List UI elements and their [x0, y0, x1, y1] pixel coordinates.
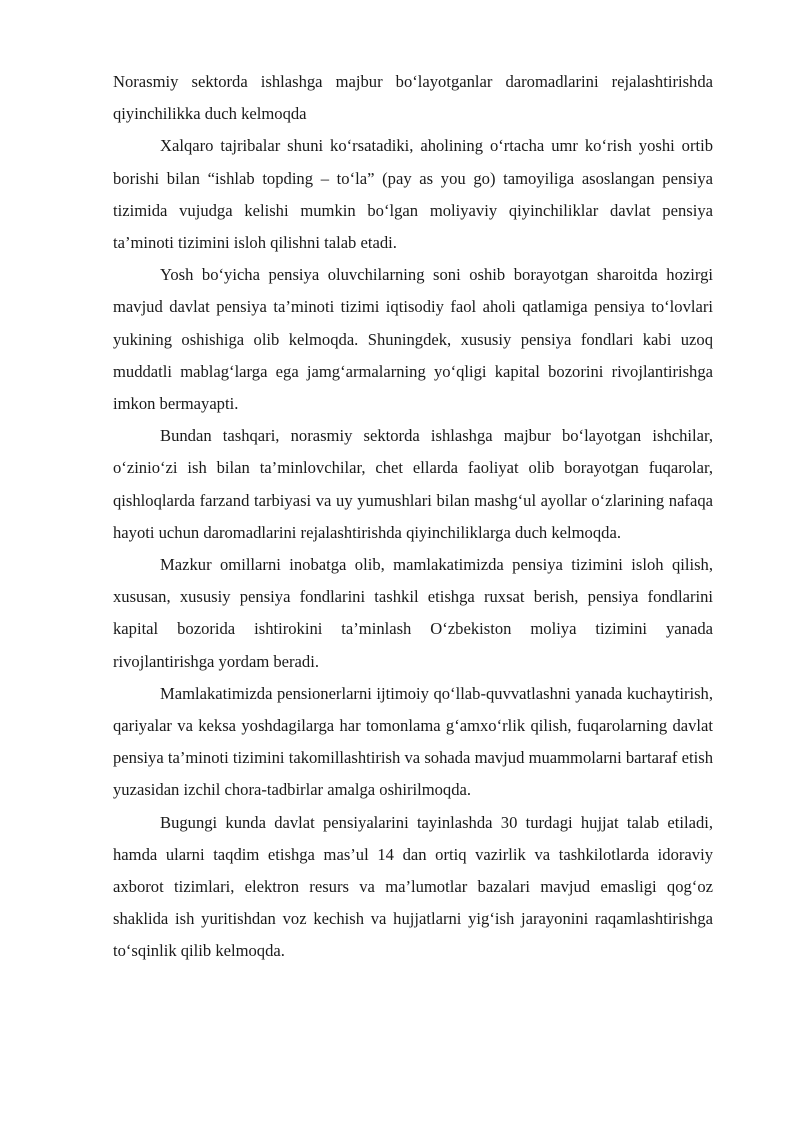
paragraph-5: Mazkur omillarni inobatga olib, mamlakatimizda pensiya tizimini isloh qilish, xususan, xususiy pensiya fondlarini tashkil etishga ruxsat berish, pensiya fondlarini kapital bozorida ishtirokini ta’minlash O‘zbekiston moliya tizimini yanada rivojlantirishga yordam beradi. — [113, 555, 713, 671]
paragraph-1: Norasmiy sektorda ishlashga majbur bo‘layotganlar daromadlarini rejalashtirishda qiyinchilikka duch kelmoqda — [113, 72, 713, 124]
paragraph-2: Xalqaro tajribalar shuni ko‘rsatadiki, aholining o‘rtacha umr ko‘rish yoshi ortib borishi bilan “ishlab topding – to‘la” (pay as you go) tamoyiliga asoslangan pensiya tizimida vujudga kelishi mumkin bo‘lgan moliyaviy qiyinchiliklar davlat pensiya ta’minoti tizimini isloh qilishni talab etadi. — [113, 136, 713, 253]
document-page — [113, 66, 713, 968]
paragraph-3: Yosh bo‘yicha pensiya oluvchilarning soni oshib borayotgan sharoitda hozirgi mavjud davlat pensiya ta’minoti tizimi iqtisodiy faol aholi qatlamiga pensiya to‘lovlari yukining oshishiga olib kelmoqda. Shuningdek, xususiy pensiya fondlari kabi uzoq muddatli mablag‘larga ega jamg‘armalarning yo‘qligi kapital bozorini rivojlantirishga imkon bermayapti. — [113, 265, 713, 414]
paragraph-7: Bugungi kunda davlat pensiyalarini tayinlashda 30 turdagi hujjat talab etiladi, hamda ularni taqdim etishga mas’ul 14 dan ortiq vazirlik va tashkilotlarda idoraviy axborot tizimlari, elektron resurs va ma’lumotlar bazalari mavjud emasligi qog‘oz shaklida ish yuritishdan voz kechish va hujjatlarni yig‘ish jarayonini raqamlashtirishga to‘sqinlik qilib kelmoqda. — [113, 812, 713, 961]
paragraph-6: Mamlakatimizda pensionerlarni ijtimoiy qo‘llab-quvvatlashni yanada kuchaytirish, qariyalar va keksa yoshdagilarga har tomonlama g‘amxo‘rlik qilish, fuqarolarning davlat pensiya ta’minoti tizimini takomillashtirish va sohada mavjud muammolarni bartaraf etish yuzasidan izchil chora-tadbirlar amalga oshirilmoqda. — [113, 683, 713, 800]
paragraph-4: Bundan tashqari, norasmiy sektorda ishlashga majbur bo‘layotgan ishchilar, o‘zinio‘zi ish bilan ta’minlovchilar, chet ellarda faoliyat olib borayotgan fuqarolar, qishloqlarda farzand tarbiyasi va uy yumushlari bilan mashg‘ul ayollar o‘zlarining nafaqa hayoti uchun daromadlarini rejalashtirishda qiyinchiliklarga duch kelmoqda. — [113, 426, 713, 542]
